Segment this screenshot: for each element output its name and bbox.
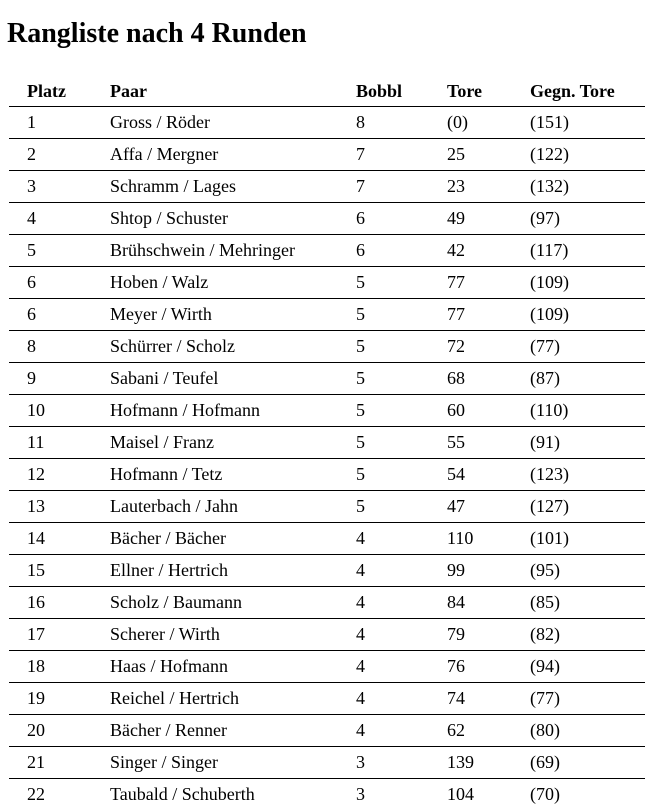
cell-platz: 21 [9,747,110,779]
table-row [9,203,645,235]
cell-tore: 55 [447,427,530,459]
header-bobbl: Bobbl [356,77,447,107]
cell-gegn-tore: (117) [530,235,645,267]
cell-tore: 60 [447,395,530,427]
cell-gegn-tore: (70) [530,779,645,810]
cell-platz: 19 [9,683,110,715]
table-row [9,235,645,267]
cell-bobbl: 5 [356,363,447,395]
cell-platz: 14 [9,523,110,555]
cell-gegn-tore: (122) [530,139,645,171]
header-gegn-tore: Gegn. Tore [530,77,645,107]
cell-tore: 77 [447,267,530,299]
table-row [9,331,645,363]
cell-paar: Taubald / Schuberth [110,779,356,810]
cell-paar: Scholz / Baumann [110,587,356,619]
table-row [9,459,645,491]
page-title: Rangliste nach 4 Runden [7,17,307,51]
cell-tore: 76 [447,651,530,683]
cell-gegn-tore: (69) [530,747,645,779]
cell-platz: 9 [9,363,110,395]
cell-tore: (0) [447,107,530,139]
cell-platz: 20 [9,715,110,747]
cell-bobbl: 4 [356,619,447,651]
cell-paar: Hoben / Walz [110,267,356,299]
cell-platz: 10 [9,395,110,427]
cell-platz: 15 [9,555,110,587]
cell-tore: 54 [447,459,530,491]
table-row [9,779,645,810]
cell-bobbl: 4 [356,523,447,555]
cell-bobbl: 4 [356,683,447,715]
cell-platz: 17 [9,619,110,651]
cell-tore: 104 [447,779,530,810]
cell-platz: 1 [9,107,110,139]
header-paar: Paar [110,77,356,107]
cell-bobbl: 5 [356,299,447,331]
cell-tore: 49 [447,203,530,235]
cell-paar: Bächer / Renner [110,715,356,747]
cell-paar: Hofmann / Tetz [110,459,356,491]
table-row [9,651,645,683]
table-header-row [9,77,645,107]
cell-bobbl: 5 [356,491,447,523]
cell-gegn-tore: (151) [530,107,645,139]
cell-tore: 77 [447,299,530,331]
cell-bobbl: 4 [356,715,447,747]
cell-platz: 2 [9,139,110,171]
cell-bobbl: 3 [356,747,447,779]
cell-tore: 47 [447,491,530,523]
cell-gegn-tore: (77) [530,683,645,715]
table-row [9,363,645,395]
cell-bobbl: 8 [356,107,447,139]
cell-bobbl: 4 [356,555,447,587]
cell-tore: 42 [447,235,530,267]
cell-gegn-tore: (109) [530,299,645,331]
cell-platz: 22 [9,779,110,810]
cell-gegn-tore: (87) [530,363,645,395]
cell-tore: 23 [447,171,530,203]
header-platz: Platz [9,77,110,107]
cell-platz: 6 [9,299,110,331]
cell-tore: 79 [447,619,530,651]
cell-tore: 72 [447,331,530,363]
cell-gegn-tore: (94) [530,651,645,683]
cell-bobbl: 7 [356,139,447,171]
table-row [9,683,645,715]
cell-tore: 84 [447,587,530,619]
table-row [9,299,645,331]
table-row [9,395,645,427]
cell-gegn-tore: (82) [530,619,645,651]
cell-platz: 12 [9,459,110,491]
cell-platz: 3 [9,171,110,203]
table-row [9,747,645,779]
table-row [9,523,645,555]
cell-tore: 110 [447,523,530,555]
cell-gegn-tore: (91) [530,427,645,459]
cell-paar: Shtop / Schuster [110,203,356,235]
cell-bobbl: 5 [356,427,447,459]
cell-paar: Haas / Hofmann [110,651,356,683]
cell-platz: 16 [9,587,110,619]
cell-paar: Sabani / Teufel [110,363,356,395]
cell-gegn-tore: (77) [530,331,645,363]
cell-tore: 99 [447,555,530,587]
cell-platz: 13 [9,491,110,523]
table-row [9,491,645,523]
cell-bobbl: 4 [356,587,447,619]
cell-bobbl: 5 [356,395,447,427]
table-row [9,619,645,651]
cell-gegn-tore: (132) [530,171,645,203]
table-row [9,171,645,203]
table-row [9,139,645,171]
cell-gegn-tore: (95) [530,555,645,587]
cell-gegn-tore: (80) [530,715,645,747]
cell-bobbl: 6 [356,235,447,267]
cell-paar: Reichel / Hertrich [110,683,356,715]
cell-bobbl: 5 [356,459,447,491]
cell-platz: 5 [9,235,110,267]
cell-tore: 25 [447,139,530,171]
cell-tore: 74 [447,683,530,715]
cell-paar: Maisel / Franz [110,427,356,459]
cell-platz: 6 [9,267,110,299]
cell-gegn-tore: (101) [530,523,645,555]
cell-gegn-tore: (123) [530,459,645,491]
cell-tore: 68 [447,363,530,395]
cell-platz: 18 [9,651,110,683]
table-row [9,587,645,619]
cell-paar: Schürrer / Scholz [110,331,356,363]
cell-paar: Scherer / Wirth [110,619,356,651]
cell-bobbl: 5 [356,267,447,299]
cell-paar: Meyer / Wirth [110,299,356,331]
cell-gegn-tore: (109) [530,267,645,299]
cell-bobbl: 5 [356,331,447,363]
cell-bobbl: 7 [356,171,447,203]
cell-paar: Ellner / Hertrich [110,555,356,587]
table-row [9,267,645,299]
cell-platz: 8 [9,331,110,363]
ranking-table [9,77,645,810]
cell-paar: Singer / Singer [110,747,356,779]
cell-gegn-tore: (110) [530,395,645,427]
header-tore: Tore [447,77,530,107]
cell-platz: 4 [9,203,110,235]
table-row [9,715,645,747]
cell-gegn-tore: (85) [530,587,645,619]
cell-bobbl: 3 [356,779,447,810]
cell-paar: Schramm / Lages [110,171,356,203]
cell-bobbl: 6 [356,203,447,235]
table-row [9,427,645,459]
cell-paar: Lauterbach / Jahn [110,491,356,523]
cell-paar: Affa / Mergner [110,139,356,171]
cell-paar: Bächer / Bächer [110,523,356,555]
cell-bobbl: 4 [356,651,447,683]
cell-tore: 139 [447,747,530,779]
table-row [9,555,645,587]
cell-gegn-tore: (97) [530,203,645,235]
cell-gegn-tore: (127) [530,491,645,523]
cell-paar: Gross / Röder [110,107,356,139]
cell-paar: Brühschwein / Mehringer [110,235,356,267]
table-row [9,107,645,139]
cell-paar: Hofmann / Hofmann [110,395,356,427]
cell-platz: 11 [9,427,110,459]
cell-tore: 62 [447,715,530,747]
